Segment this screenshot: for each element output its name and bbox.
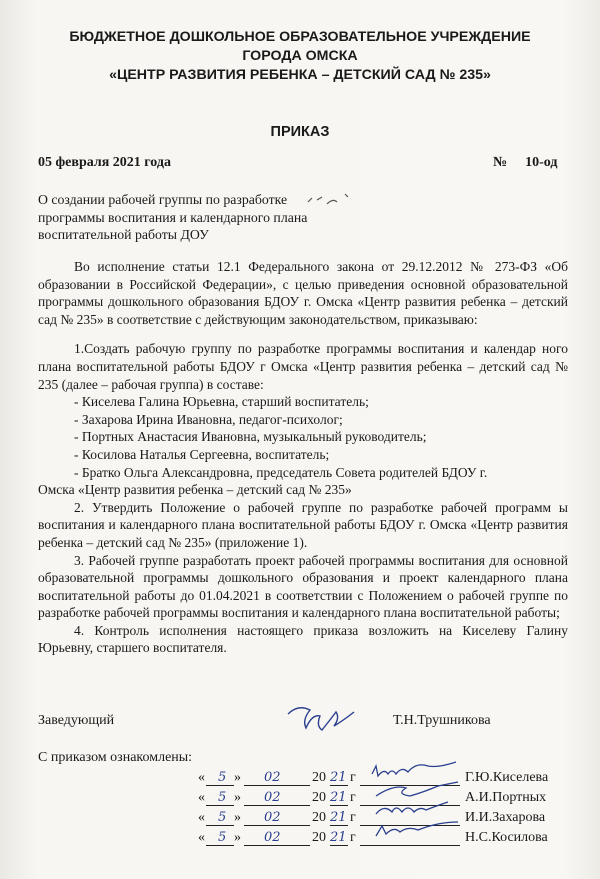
acknowledgment-title: С приказом ознакомлены:	[38, 750, 193, 765]
preamble: Во исполнение статьи 12.1 Федерального закона от 29.12.2012 № 273-ФЗ «Об образовании в Российской Федерации», с целью приведения основной образовательной программы дошкольного образования БДОУ г. Омска «Центр развития ребенка – детский сад № 235» в соответствие с действующим законодательством, приказываю:	[38, 259, 568, 327]
member-item: - Захарова Ирина Ивановна, педагог-психолог;	[74, 411, 343, 427]
order-number	[493, 155, 557, 171]
subject-line: О создании рабочей группы по разработке	[38, 192, 288, 207]
signature-zakharova-icon	[372, 800, 462, 822]
month-field: 02	[244, 770, 310, 786]
item-4: 4. Контроль исполнения настоящего приказа возложить на Киселеву Галину Юрьевну, старшего воспитателя.	[38, 622, 568, 656]
number-value: 10-од	[525, 155, 558, 170]
head-signature-icon	[282, 700, 362, 740]
signatory-role: Заведующий	[38, 713, 115, 728]
ack-row: « 5 » 02 20 21 г И.И.Захарова	[198, 810, 546, 825]
signature-kosilova-icon	[372, 820, 462, 842]
document-title: ПРИКАЗ	[270, 124, 330, 140]
day-field: 5	[206, 810, 234, 826]
employee-name: Н.С.Косилова	[465, 830, 548, 845]
organization-header	[0, 28, 600, 85]
order-body	[38, 258, 568, 657]
header-line-2: ГОРОДА ОМСКА	[242, 48, 358, 64]
day-field: 5	[206, 790, 234, 806]
year-field: 21	[330, 830, 347, 845]
order-date: 05 февраля 2021 года	[38, 155, 171, 170]
member-item: - Братко Ольга Александровна, председатель Совета родителей БДОУ г.	[74, 464, 488, 480]
employee-name: И.И.Захарова	[465, 810, 546, 825]
number-sign: №	[493, 155, 508, 170]
item-1: 1.Создать рабочую группу по разработке программы воспитания и календар ного плана воспитательной работы БДОУ г Омска «Центр развития ребенка – детский сад № 235 (далее – рабочая группа) в составе:	[38, 341, 568, 392]
month-field: 02	[244, 830, 310, 846]
day-field: 5	[206, 830, 234, 846]
year-field: 21	[330, 810, 347, 825]
subject-line: воспитательной работы ДОУ	[38, 227, 209, 242]
year-field: 21	[330, 790, 347, 805]
month-field: 02	[244, 790, 310, 806]
ack-row: « 5 » 02 20 21 г Н.С.Косилова	[198, 830, 548, 845]
member-item: - Киселева Галина Юрьевна, старший воспитатель;	[74, 394, 369, 410]
year-field: 21	[330, 770, 347, 785]
signature-portnykh-icon	[370, 780, 462, 802]
member-item-cont: Омска «Центр развития ребенка – детский сад № 235»	[38, 482, 352, 498]
ack-row: « 5 » 02 20 21 г Г.Ю.Киселева	[198, 770, 549, 785]
subject-line: программы воспитания и календарного плана	[38, 209, 308, 225]
employee-name: Г.Ю.Киселева	[465, 770, 549, 785]
header-line-3: «ЦЕНТР РАЗВИТИЯ РЕБЕНКА – ДЕТСКИЙ САД № 235»	[109, 67, 491, 83]
member-item: - Косилова Наталья Сергеевна, воспитатель;	[74, 446, 330, 462]
month-field: 02	[244, 810, 310, 826]
employee-name: А.И.Портных	[465, 790, 547, 805]
margin-mark-icon	[305, 190, 355, 212]
item-3: 3. Рабочей группе разработать проект рабочей программы воспитания для основной образовательной программы дошкольного образования и проект календарного плана воспитательной работы до 01.04.2021 в соответствии с Положением о рабочей группе по разработке рабочей программы воспитания и календарного плана воспитательной работы;	[38, 552, 568, 621]
header-line-1: БЮДЖЕТНОЕ ДОШКОЛЬНОЕ ОБРАЗОВАТЕЛЬНОЕ УЧРЕЖДЕНИЕ	[69, 29, 531, 45]
item-2: 2. Утвердить Положение о рабочей группе по разработке рабочей программ ы воспитания и календарного плана воспитательной работы БДОУ г. Омска «Центр развития ребенка – детский сад № 235» (приложение 1).	[38, 499, 568, 550]
signatory-name: Т.Н.Трушникова	[393, 713, 491, 728]
ack-row: « 5 » 02 20 21 г А.И.Портных	[198, 790, 547, 805]
day-field: 5	[206, 770, 234, 786]
signature-kiseleva-icon	[368, 760, 460, 782]
member-item: - Портных Анастасия Ивановна, музыкальный руководитель;	[74, 429, 427, 445]
